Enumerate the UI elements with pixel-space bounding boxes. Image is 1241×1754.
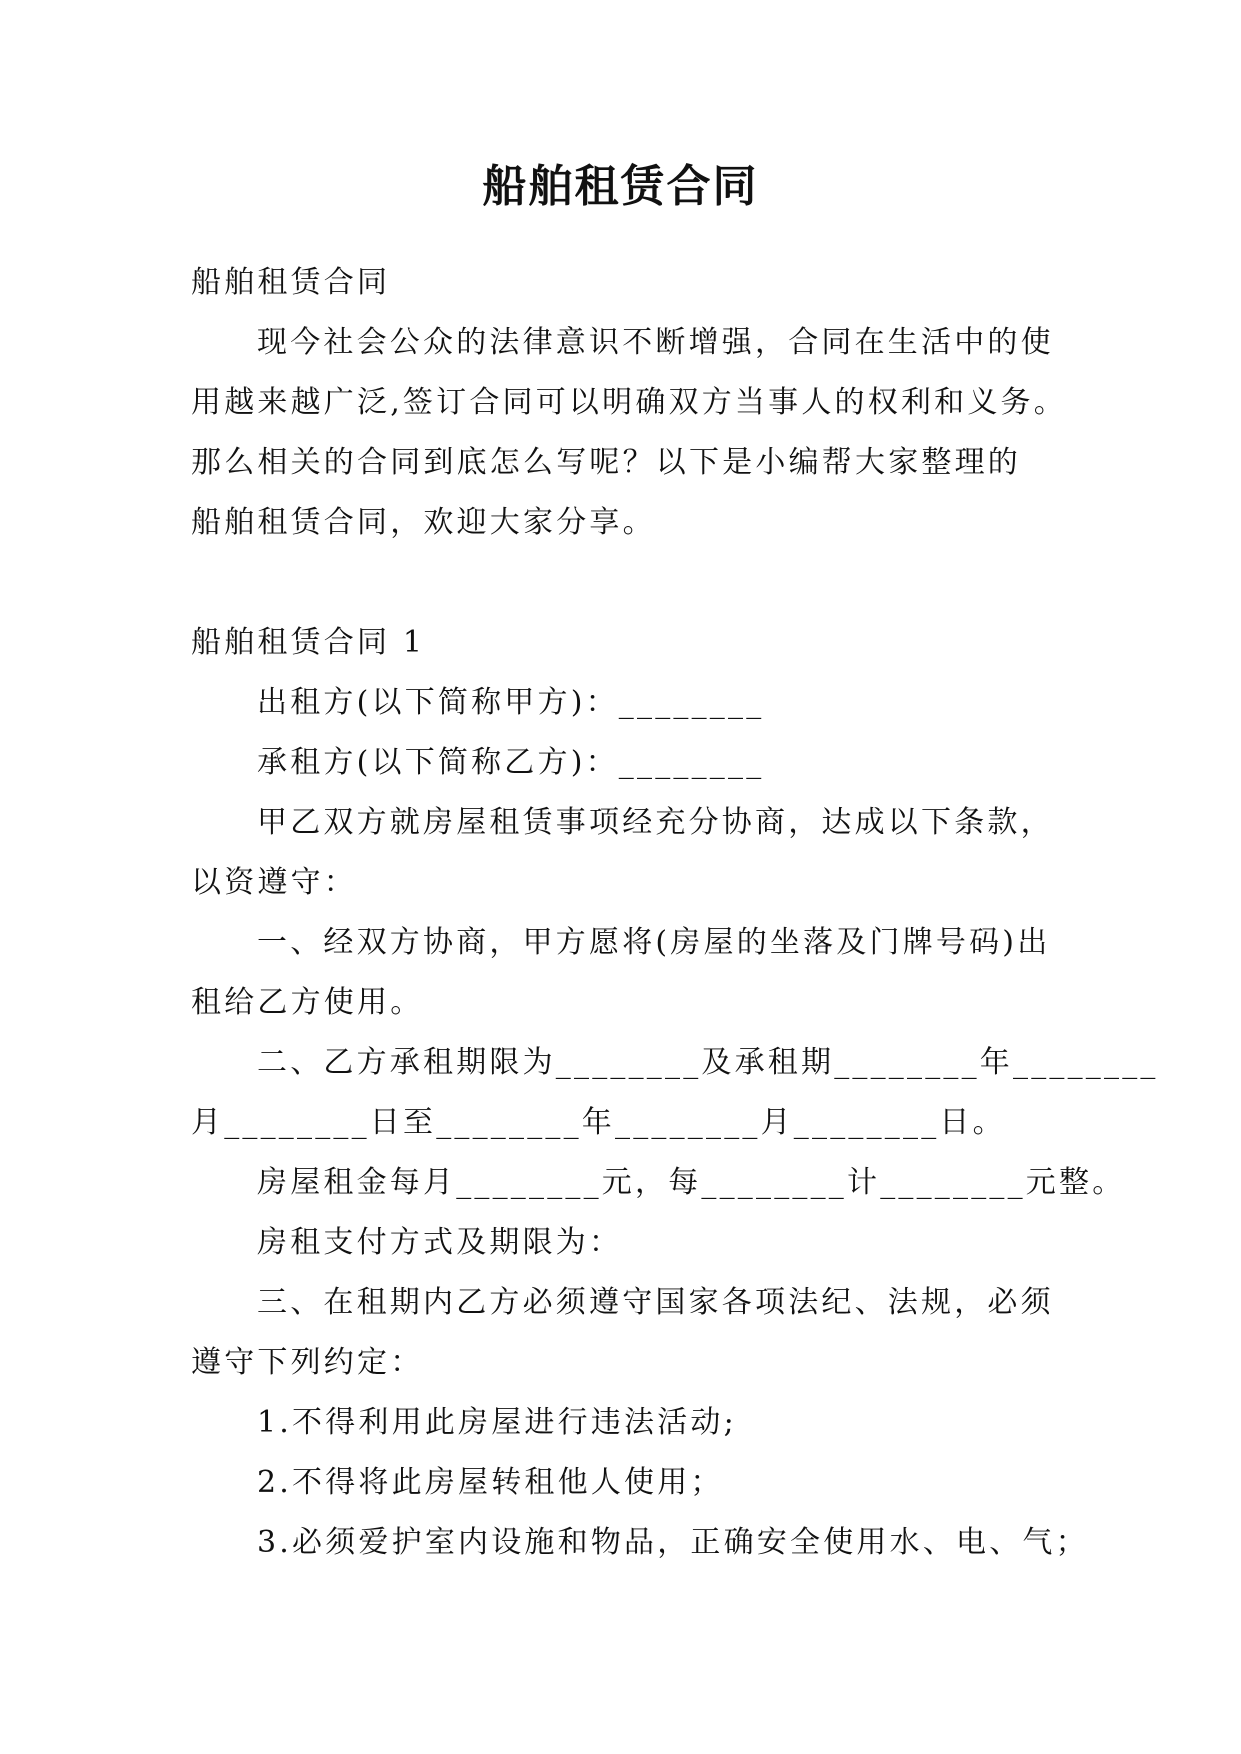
paragraph-line: 承租方(以下简称乙方)：________	[257, 745, 765, 780]
paragraph-line: 二、乙方承租期限为________及承租期________年________	[257, 1045, 1159, 1080]
paragraph-line: 用越来越广泛,签订合同可以明确双方当事人的权利和义务。	[191, 385, 1067, 420]
paragraph-line: 遵守下列约定：	[191, 1345, 424, 1380]
paragraph-line: 出租方(以下简称甲方)：________	[257, 685, 765, 720]
paragraph-line: 月________日至________年________月________日。	[191, 1105, 1006, 1140]
paragraph-line: 一、经双方协商，甲方愿将(房屋的坐落及门牌号码)出	[257, 925, 1051, 960]
section-heading: 船舶租赁合同 1	[191, 625, 426, 660]
paragraph-line: 房屋租金每月________元，每________计________元整。	[257, 1165, 1126, 1200]
paragraph-line: 船舶租赁合同，欢迎大家分享。	[191, 505, 656, 540]
paragraph-line: 租给乙方使用。	[191, 985, 424, 1020]
list-item: 3.必须爱护室内设施和物品，正确安全使用水、电、气；	[257, 1525, 1089, 1560]
paragraph-line: 现今社会公众的法律意识不断增强，合同在生活中的使	[257, 325, 1054, 360]
paragraph-line: 甲乙双方就房屋租赁事项经充分协商，达成以下条款，	[257, 805, 1054, 840]
document-title: 船舶租赁合同	[482, 161, 759, 212]
list-item: 1.不得利用此房屋进行违法活动;	[257, 1405, 737, 1440]
paragraph-line: 以资遵守：	[191, 865, 357, 900]
paragraph-line: 房租支付方式及期限为：	[257, 1225, 623, 1260]
paragraph-line: 三、在租期内乙方必须遵守国家各项法纪、法规，必须	[257, 1285, 1054, 1320]
section-heading: 船舶租赁合同	[191, 265, 391, 300]
list-item: 2.不得将此房屋转租他人使用；	[257, 1465, 724, 1500]
paragraph-line: 那么相关的合同到底怎么写呢？以下是小编帮大家整理的	[191, 445, 1021, 480]
